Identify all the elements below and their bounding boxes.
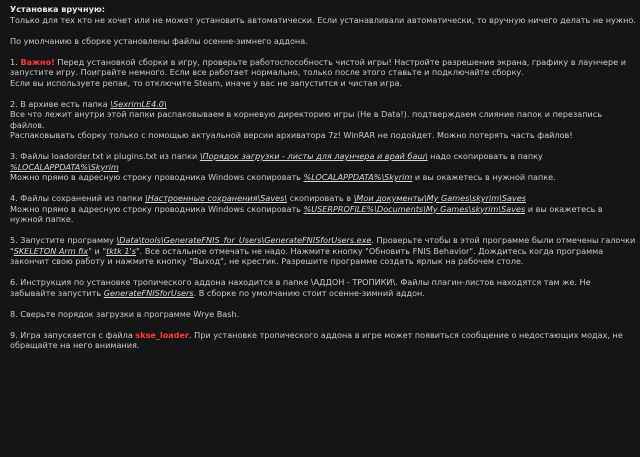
- folder-path-link[interactable]: %USERPROFILE%\Documents\My Games\skyrim\Saves: [303, 203, 526, 214]
- step-1-number: 1.: [10, 56, 18, 67]
- step-5-text: " и ": [88, 245, 107, 256]
- folder-path-link[interactable]: %LOCALAPPDATA%\Skyrim: [10, 161, 119, 172]
- folder-path-link[interactable]: %LOCALAPPDATA%\Skyrim: [303, 172, 413, 182]
- folder-path-link[interactable]: \Настроенные сохранения\Saves\: [144, 193, 288, 203]
- step-6-text: . В сборке по умолчанию стоит осенне-зимний аддон.: [193, 287, 425, 298]
- step-3-text: и вы окажетесь в нужной папке.: [414, 172, 556, 182]
- option-link[interactable]: tktk 1's: [106, 245, 136, 256]
- step-4-text: 4. Файлы сохранений из папки: [10, 193, 143, 203]
- intro-text: Только для тех кто не хочет или не может установить автоматически. Если устанавливали автоматически, то вручную ничего делать не нужно.: [10, 14, 636, 25]
- step-6-text: 6. Инструкция по установке тропического аддона находится в папке \АДДОН - ТРОПИКИ\. Файлы плагин-листов находятся там же. Не забывайте запустить: [10, 277, 591, 298]
- step-2-text: 2. В архиве есть папка: [10, 98, 108, 109]
- step-5-text: 5. Запустите программу: [10, 235, 114, 245]
- step-1-note: Если вы используете репак, то отключите Steam, иначе у вас не запустится и чистая игра.: [10, 77, 403, 88]
- step-4-line-2: [10, 204, 638, 225]
- option-link[interactable]: SKELETON Arm fix: [13, 245, 89, 256]
- step-9-text: 9. Игра запускается с файла: [10, 329, 133, 340]
- loader-name: skse_loader: [135, 329, 190, 340]
- folder-path-link[interactable]: \Мои документы\My Games\skyrim\Saves: [353, 193, 526, 203]
- step-4: [10, 193, 638, 204]
- page-title: Установка вручную:: [10, 4, 105, 14]
- step-8: 8. Сверьте порядок загрузки в программе Wrye Bash.: [10, 308, 240, 319]
- step-5-text: . Проверьте чтобы в этой программе были отмечены галочки ": [10, 235, 636, 256]
- folder-path-link[interactable]: \Порядок загрузки - листы для лаунчера и врай баш\: [199, 151, 428, 161]
- step-3-line-2: [10, 172, 638, 183]
- step-1: [10, 57, 638, 78]
- step-2-line-2: Все что лежит внутри этой папки распаковываем в корневую директорию игры (Не в Data!). подтверждаем слияние папок и перезапись файлов.: [10, 109, 602, 130]
- step-6: [10, 277, 638, 298]
- program-link[interactable]: GenerateFNISforUsers: [103, 287, 194, 298]
- step-3-text: Можно прямо в адресную строку проводника Windows скопировать: [10, 172, 301, 182]
- important-label: Важно!: [20, 56, 55, 67]
- step-4-text: Можно прямо в адресную строку проводника Windows скопировать: [10, 203, 301, 214]
- step-5: [10, 235, 638, 267]
- step-2-line-3: Распаковывать сборку только с помощью актуальной версии архиватора 7z! WinRAR не подойдет. Можно потерять часть файлов!: [10, 130, 573, 140]
- step-2: [10, 99, 638, 110]
- default-note: По умолчанию в сборке установлены файлы осенне-зимнего аддона.: [10, 35, 308, 46]
- step-5-text: ". Все остальное отмечать не надо. Нажмите кнопку "Обновить FNIS Behavior". Дождитесь когда программа закончит свою работу и нажмите кнопку "Выход", не крестик. Разрешите программе создать ярлык на рабочем столе.: [10, 245, 604, 266]
- step-4-text: и вы окажетесь в нужной папке.: [10, 203, 603, 224]
- step-9: [10, 330, 638, 351]
- program-path-link[interactable]: \Data\tools\GenerateFNIS_for_Users\GenerateFNISforUsers.exe: [116, 235, 372, 245]
- step-4-text: скопировать в: [289, 193, 352, 203]
- step-9-text: . При установке тропического аддона в игре может появиться сообщение о недостающих модах, не обращайте на него внимания.: [10, 329, 623, 350]
- step-1-text: Перед установкой сборки в игру, проверьте работоспособность чистой игры! Настройте разрешение экрана, графику в лаунчере и запустите игру. Поиграйте немного. Если все работает нормально, только после этого ставьте и подключайте сборку.: [10, 56, 626, 77]
- step-3-text: надо скопировать в папку: [430, 151, 543, 161]
- step-3-text: 3. Файлы loadorder.txt и plugins.txt из папки: [10, 151, 198, 161]
- step-3: [10, 151, 638, 172]
- folder-path-link[interactable]: \SexrimLE4.0\: [110, 98, 167, 109]
